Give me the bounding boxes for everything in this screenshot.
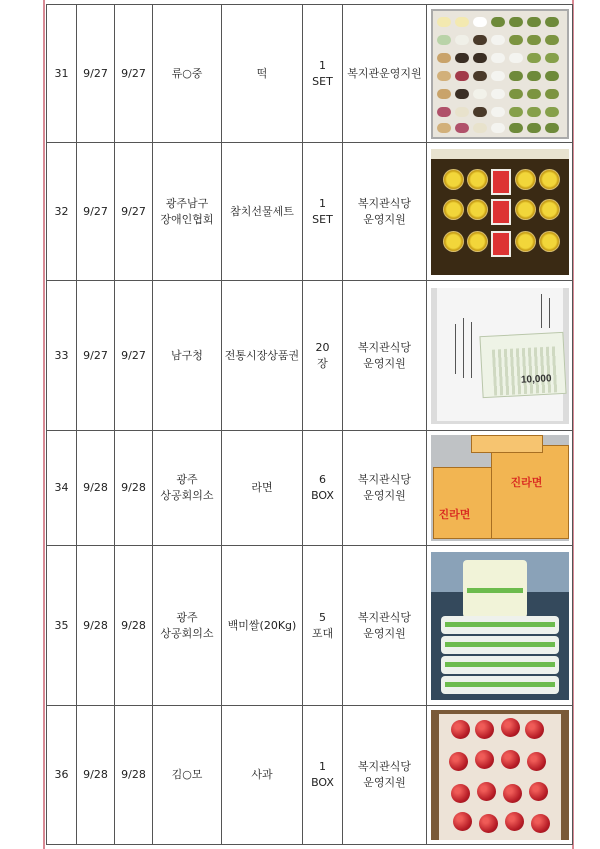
- apples-box-photo-icon: [431, 710, 569, 840]
- receipt-date: 9/27: [77, 281, 115, 431]
- ramen-box-label: 진라면: [438, 509, 471, 521]
- processed-date: 9/27: [115, 143, 153, 281]
- donor-name: [153, 5, 222, 143]
- receipt-date: 9/28: [77, 706, 115, 845]
- donor-name-line: 남구청: [171, 348, 203, 362]
- row-number: 35: [47, 546, 77, 706]
- table-row: [47, 546, 573, 706]
- row-number: 36: [47, 706, 77, 845]
- donor-name-line: 광주남구: [165, 196, 209, 210]
- processed-date: 9/28: [115, 431, 153, 546]
- quantity: [303, 5, 343, 143]
- row-number: 34: [47, 431, 77, 546]
- usage-purpose: [343, 546, 427, 706]
- donor-name: [153, 431, 222, 546]
- donor-name-line: 광주: [176, 610, 198, 624]
- quantity-unit: BOX: [311, 489, 334, 502]
- quantity: [303, 431, 343, 546]
- page-margin-rule-left: [43, 0, 45, 849]
- rice-cake-photo-icon: [431, 9, 569, 139]
- usage-purpose-line: 복지관식당: [357, 610, 412, 624]
- usage-purpose: [343, 281, 427, 431]
- item-name: 라면: [222, 431, 303, 546]
- quantity-unit: SET: [312, 212, 333, 226]
- donor-name-line: 장애인협회: [160, 212, 214, 226]
- usage-purpose-line: 운영지원: [363, 626, 406, 640]
- processed-date: 9/28: [115, 706, 153, 845]
- quantity-amount: 5: [319, 610, 326, 624]
- usage-purpose-line: 복지관식당: [357, 760, 412, 773]
- usage-purpose: [343, 431, 427, 546]
- photo-cell: [427, 546, 573, 706]
- item-name: 사과: [222, 706, 303, 845]
- row-number: 31: [47, 5, 77, 143]
- quantity-unit: BOX: [311, 776, 334, 789]
- quantity-amount: 6: [319, 473, 326, 486]
- quantity-unit: 장: [317, 356, 328, 370]
- receipt-date: 9/28: [77, 431, 115, 546]
- gift-voucher-photo-icon: [431, 288, 569, 424]
- donor-name-line: 상공회의소: [160, 626, 214, 640]
- item-name: 떡: [222, 5, 303, 143]
- quantity-amount: 1: [319, 760, 326, 773]
- usage-purpose: [343, 706, 427, 845]
- receipt-date: 9/27: [77, 5, 115, 143]
- usage-purpose: [343, 143, 427, 281]
- quantity-amount: 20: [315, 340, 330, 354]
- photo-cell: [427, 706, 573, 845]
- donor-name-line: 광주: [176, 473, 198, 486]
- donor-name: [153, 706, 222, 845]
- donor-name: [153, 281, 222, 431]
- usage-purpose-line: 복지관식당: [357, 196, 412, 210]
- item-name: 참치선물세트: [222, 143, 303, 281]
- donor-name-line: 상공회의소: [160, 489, 214, 502]
- processed-date: 9/27: [115, 281, 153, 431]
- quantity: [303, 706, 343, 845]
- photo-cell: [427, 143, 573, 281]
- usage-purpose-line: 복지관식당: [357, 473, 412, 486]
- row-number: 33: [47, 281, 77, 431]
- quantity: [303, 143, 343, 281]
- table-row: [47, 5, 573, 143]
- photo-cell: [427, 431, 573, 546]
- table-row: [47, 431, 573, 546]
- quantity: [303, 546, 343, 706]
- tuna-gift-set-photo-icon: [431, 149, 569, 275]
- usage-purpose-line: 운영지원: [363, 212, 406, 226]
- usage-purpose-line: 운영지원: [363, 776, 406, 789]
- table-row: [47, 281, 573, 431]
- quantity-unit: SET: [312, 74, 333, 88]
- processed-date: 9/27: [115, 5, 153, 143]
- rice-bags-photo-icon: [431, 552, 569, 700]
- donor-name: [153, 143, 222, 281]
- usage-purpose: [343, 5, 427, 143]
- table-row: [47, 706, 573, 845]
- usage-purpose-line: 운영지원: [363, 356, 406, 370]
- receipt-date: 9/28: [77, 546, 115, 706]
- donor-name-line: 김○모: [171, 768, 203, 781]
- quantity-unit: 포대: [311, 626, 334, 640]
- row-number: 32: [47, 143, 77, 281]
- photo-cell: [427, 281, 573, 431]
- quantity-amount: 1: [319, 196, 326, 210]
- table-row: [47, 143, 573, 281]
- usage-purpose-line: 운영지원: [363, 489, 406, 502]
- ramen-box-label: 진라면: [510, 477, 543, 489]
- item-name: 전통시장상품권: [222, 281, 303, 431]
- ramen-boxes-photo-icon: [431, 435, 569, 541]
- photo-cell: [427, 5, 573, 143]
- usage-purpose-line: 복지관식당: [357, 340, 412, 354]
- quantity-amount: 1: [319, 58, 326, 72]
- donor-name-line: 류○중: [171, 66, 203, 80]
- usage-purpose-line: 복지관운영지원: [347, 66, 422, 80]
- quantity: [303, 281, 343, 431]
- donor-name: [153, 546, 222, 706]
- item-name: 백미쌀(20Kg): [222, 546, 303, 706]
- donation-table: [46, 4, 573, 845]
- receipt-date: 9/27: [77, 143, 115, 281]
- processed-date: 9/28: [115, 546, 153, 706]
- voucher-amount: 10,000: [520, 372, 552, 386]
